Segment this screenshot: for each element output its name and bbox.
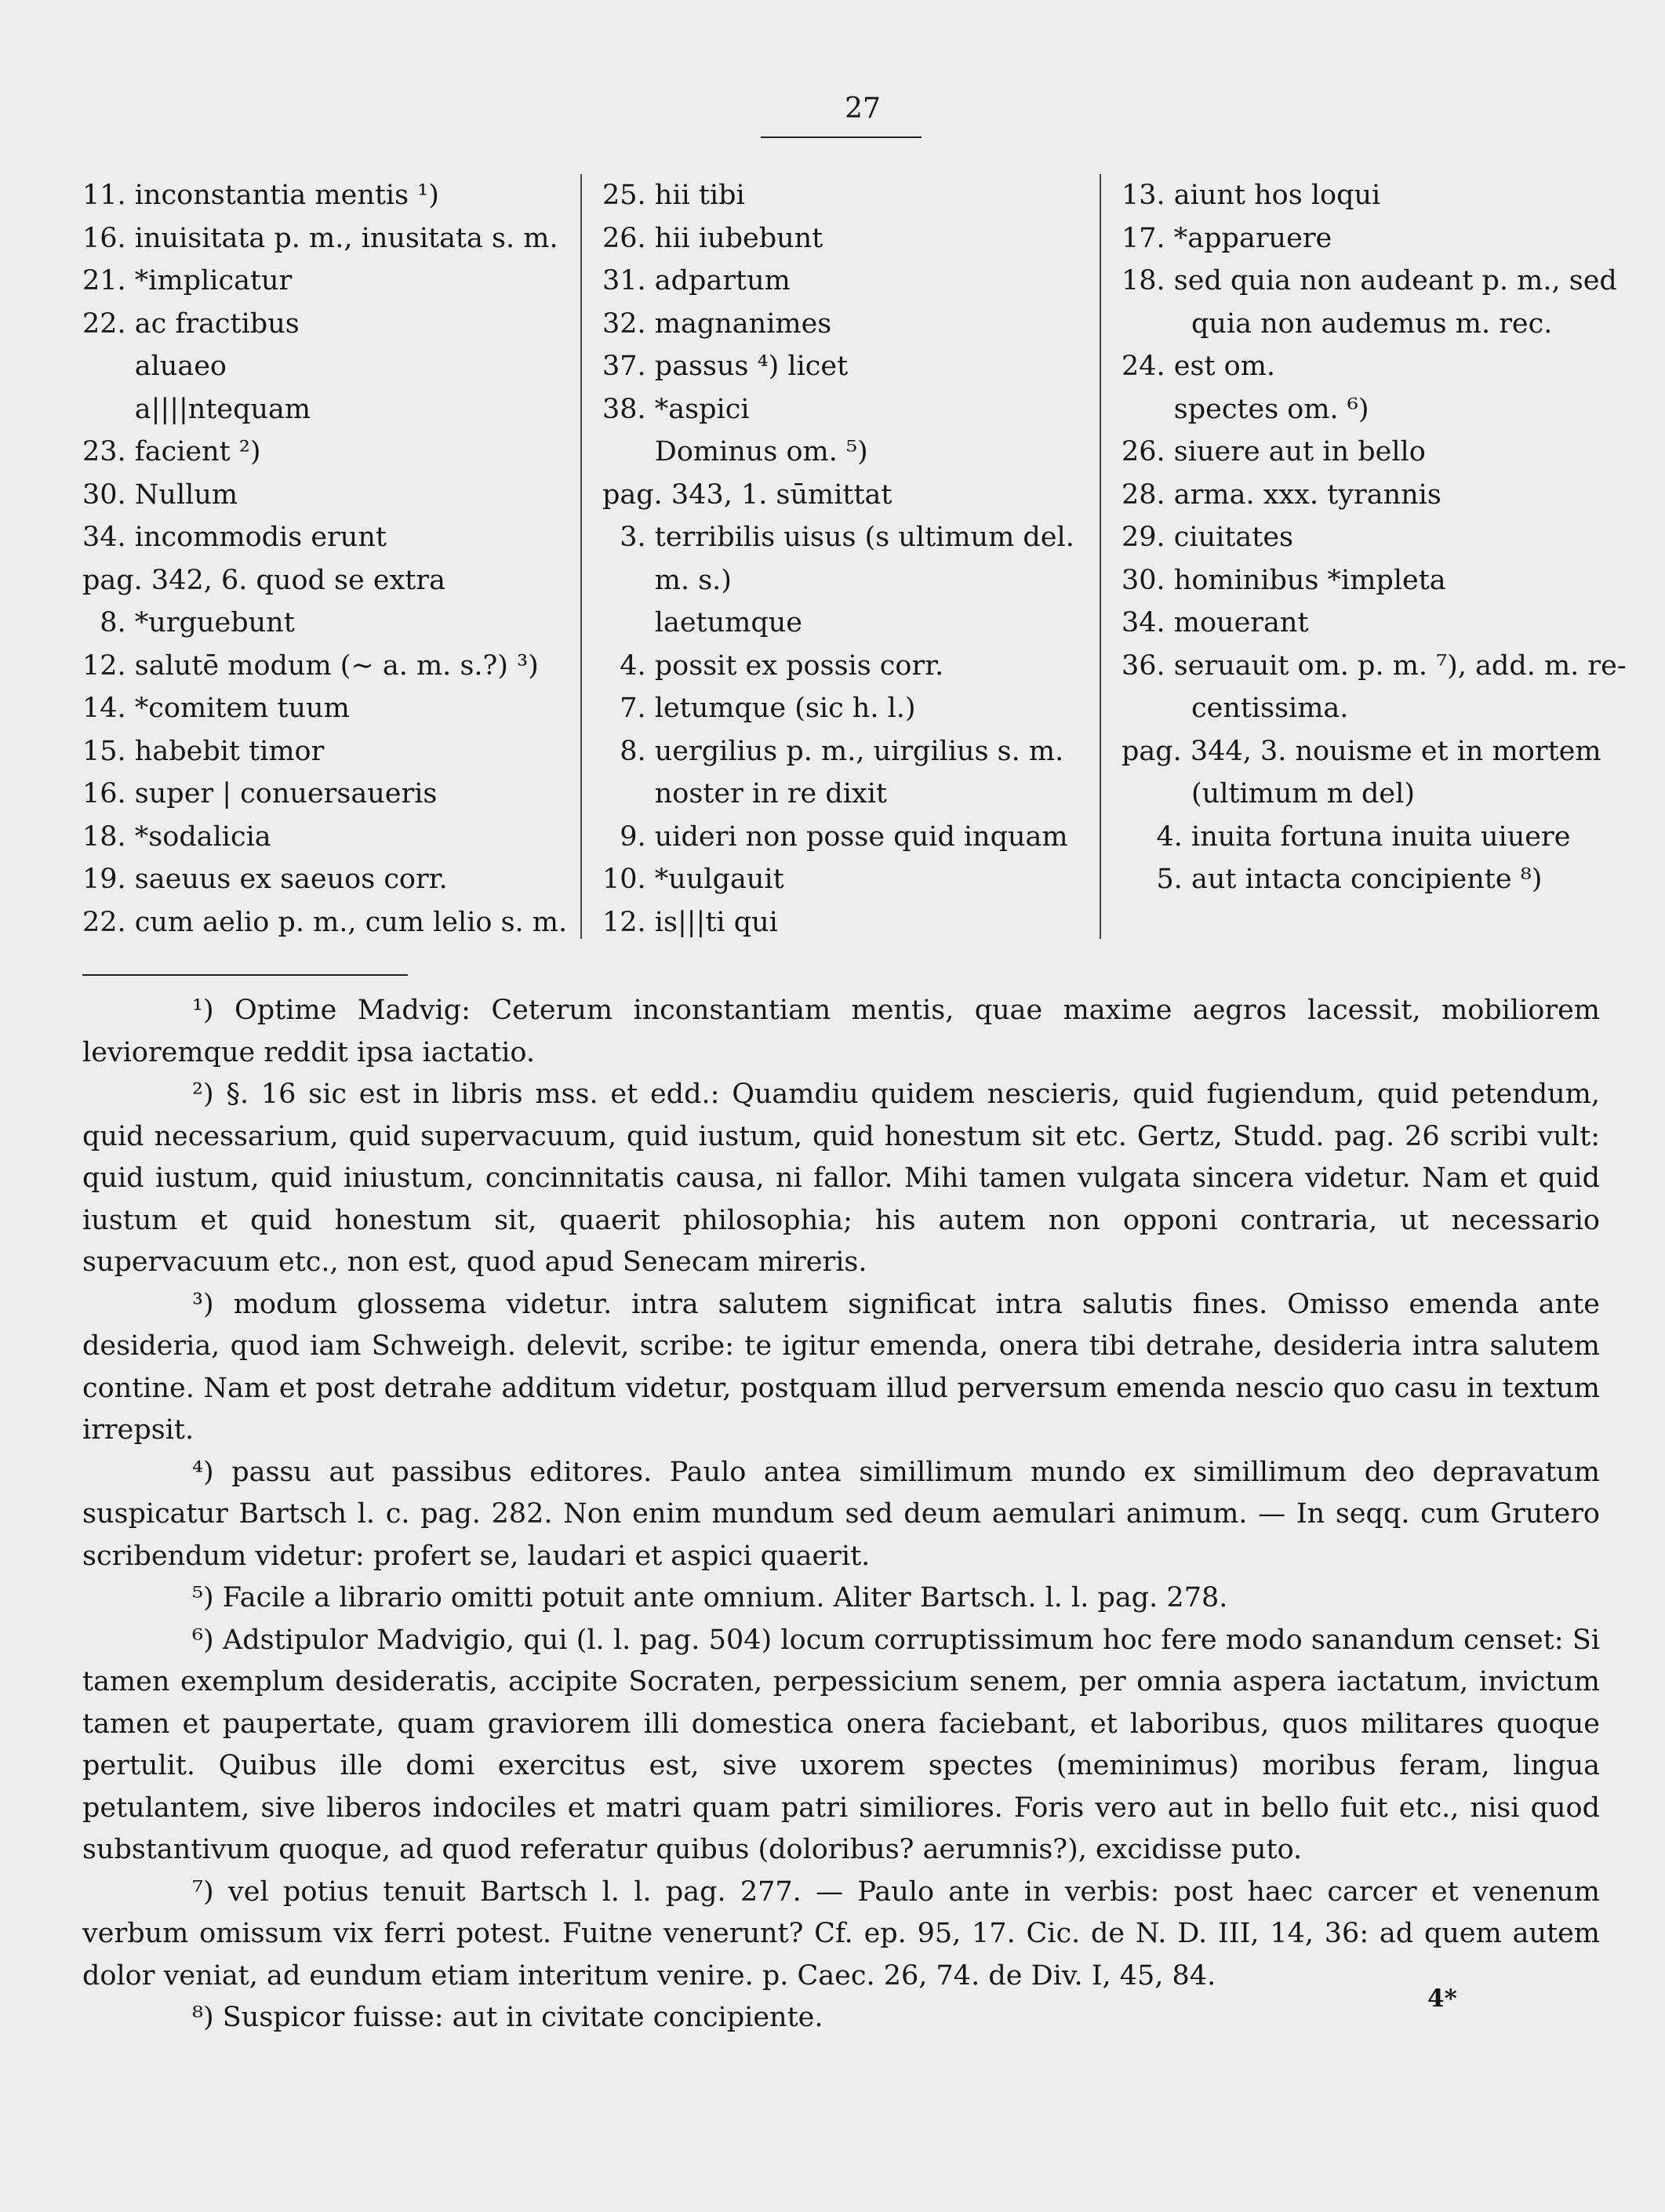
collation-entry: quia non audemus m. rec.: [1122, 307, 1553, 340]
collation-entry: 37. passus ⁴) licet: [602, 351, 849, 382]
page-number: 27: [845, 93, 881, 125]
collation-entry: pag. 342, 6. quod se extra: [82, 564, 445, 596]
footnote-7: ⁷) vel potius tenuit Bartsch l. l. pag. 277. — Paulo ante in verbis: post haec carcer et venenum verbum omissum vix ferri potest. Fuitne venerunt? Cf. ep. 95, 17. Cic. de N. D. III, 14, 36: ad quem autem dolor veniat, ad eundum etiam interitum venire. p. Caec. 26, 74. de Div. I, 45, 84.: [82, 1875, 1600, 1992]
collation-entry: 12. is|||ti qui: [602, 906, 778, 938]
footnotes: [82, 990, 1600, 2039]
collation-entry: 28. arma. xxx. tyrannis: [1122, 478, 1441, 511]
collation-entry: 19. saeuus ex saeuos corr.: [82, 864, 448, 895]
footnote-3: ³) modum glossema videtur. intra salutem significat intra salutis fines. Omisso emenda ante desideria, quod iam Schweigh. delevit, scribe: te igitur emenda, onera tibi detrahe, desideria intra salutem contine. Nam et post detrahe additum videtur, postquam illud perversum emenda nescio quo casu in textum irrepsit.: [82, 1288, 1600, 1446]
collation-entry: aluaeo: [82, 351, 227, 382]
column-3: [1122, 174, 1627, 901]
collation-entry: pag. 344, 3. nouisme et in mortem: [1122, 735, 1601, 767]
collation-entry: 34. mouerant: [1122, 607, 1309, 638]
collation-entry: pag. 343, 1. sūmittat: [602, 478, 892, 511]
collation-entry: spectes om. ⁶): [1122, 393, 1369, 425]
collation-entry: 8. *urguebunt: [82, 607, 295, 638]
signature-mark: 4*: [1427, 1985, 1457, 2013]
collation-entry: 9. uideri non posse quid inquam: [602, 820, 1068, 853]
collation-entry: noster in re dixit: [602, 778, 887, 809]
footnote-5: ⁵) Facile a librario omitti potuit ante omnium. Aliter Bartsch. l. l. pag. 278.: [192, 1582, 1228, 1614]
collation-entry: (ultimum m del): [1122, 778, 1415, 809]
header-rule: [761, 136, 922, 138]
collation-entry: 34. incommodis erunt: [82, 522, 387, 553]
collation-entry: 29. ciuitates: [1122, 522, 1293, 553]
collation-entry: 4. inuita fortuna inuita uiuere: [1122, 820, 1571, 853]
collation-entry: 36. seruauit om. p. m. ⁷), add. m. re-: [1122, 649, 1627, 682]
collation-entry: 18. *sodalicia: [82, 820, 271, 853]
collation-entry: 32. magnanimes: [602, 307, 832, 340]
collation-entry: 16. super | conuersaueris: [82, 778, 438, 809]
collation-entry: Dominus om. ⁵): [602, 436, 868, 468]
collation-entry: 25. hii tibi: [602, 180, 745, 211]
collation-entry: 22. cum aelio p. m., cum lelio s. m.: [82, 906, 568, 938]
collation-entry: 14. *comitem tuum: [82, 693, 350, 724]
collation-entry: m. s.): [602, 564, 732, 596]
collation-entry: 16. inuisitata p. m., inusitata s. m.: [82, 222, 558, 254]
collation-entry: 7. letumque (sic h. l.): [602, 693, 916, 724]
collation-entry: centissima.: [1122, 693, 1349, 724]
collation-entry: 38. *aspici: [602, 393, 750, 425]
column-divider: [1100, 174, 1101, 939]
collation-entry: 22. ac fractibus: [82, 307, 300, 340]
collation-entry: a||||ntequam: [82, 393, 311, 425]
footnote-1: ¹) Optime Madvig: Ceterum inconstantiam mentis, quae maxime aegros lacessit, mobiliorem levioremque reddit ipsa iactatio.: [82, 995, 1600, 1068]
collation-entry: 26. hii iubebunt: [602, 222, 823, 254]
column-1: [82, 174, 569, 944]
footnote-6: ⁶) Adstipulor Madvigio, qui (l. l. pag. 504) locum corruptissimum hoc fere modo sanandum censet: Si tamen exemplum desideratis, accipite Socraten, perpessicium senem, per omnia aspera iactatum, invictum tamen et paupertate, quam graviorem illi domestica onera faciebant, et laboribus, quos militares quoque pertulit. Quibus ille domi exercitus est, sive uxorem spectes (meminimus) moribus feram, lingua petulantem, sive liberos indociles et matri quam patri similiores. Foris vero aut in bello fuit etc., nisi quod substantivum quoque, ad quod referatur quibus (doloribus? aerumnis?), excidisse puto.: [82, 1624, 1600, 1865]
collation-entry: 26. siuere aut in bello: [1122, 436, 1426, 468]
collation-entry: 21. *implicatur: [82, 265, 293, 297]
collation-entry: 18. sed quia non audeant p. m., sed: [1122, 265, 1617, 297]
footnote-rule: [82, 974, 408, 976]
collation-entry: 3. terribilis uisus (s ultimum del.: [602, 522, 1074, 553]
collation-entry: 15. habebit timor: [82, 735, 325, 767]
footnote-8: ⁸) Suspicor fuisse: aut in civitate concipiente.: [192, 2002, 823, 2033]
collation-entry: laetumque: [602, 607, 802, 638]
collation-entry: 8. uergilius p. m., uirgilius s. m.: [602, 735, 1064, 767]
collation-entry: 30. hominibus *impleta: [1122, 564, 1446, 596]
collation-entry: 23. facient ²): [82, 436, 261, 468]
column-2: [602, 174, 1089, 944]
collation-entry: 13. aiunt hos loqui: [1122, 180, 1381, 211]
column-divider: [580, 174, 582, 939]
footnote-2: ²) §. 16 sic est in libris mss. et edd.: Quamdiu quidem nescieris, quid fugiendum, quid petendum, quid necessarium, quid supervacuum, quid iustum, quid honestum sit etc. Gertz, Studd. pag. 26 scribi vult: quid iustum, quid iniustum, concinnitatis causa, ni fallor. Mihi tamen vulgata sincera videtur. Nam et quid iustum et quid honestum sit, quaerit philosophia; his autem non opponi contraria, ut necessario supervacuum etc., non est, quod apud Senecam mireris.: [82, 1079, 1600, 1278]
footnote-4: ⁴) passu aut passibus editores. Paulo antea simillimum mundo ex simillimum deo depravatum suspicatur Bartsch l. c. pag. 282. Non enim mundum sed deum aemulari animum. — In seqq. cum Grutero scribendum videtur: profert se, laudari et aspici quaerit.: [82, 1456, 1600, 1572]
collation-entry: 24. est om.: [1122, 351, 1276, 382]
collation-entry: 17. *apparuere: [1122, 222, 1332, 254]
collation-entry: 31. adpartum: [602, 265, 791, 297]
collation-entry: 10. *uulgauit: [602, 864, 784, 895]
collation-columns: [0, 174, 1665, 943]
collation-entry: 11. inconstantia mentis ¹): [82, 180, 439, 211]
collation-entry: 5. aut intacta concipiente ⁸): [1122, 864, 1543, 895]
collation-entry: 12. salutē modum (∼ a. m. s.?) ³): [82, 649, 539, 682]
collation-entry: 4. possit ex possis corr.: [602, 649, 944, 682]
collation-entry: 30. Nullum: [82, 478, 238, 511]
